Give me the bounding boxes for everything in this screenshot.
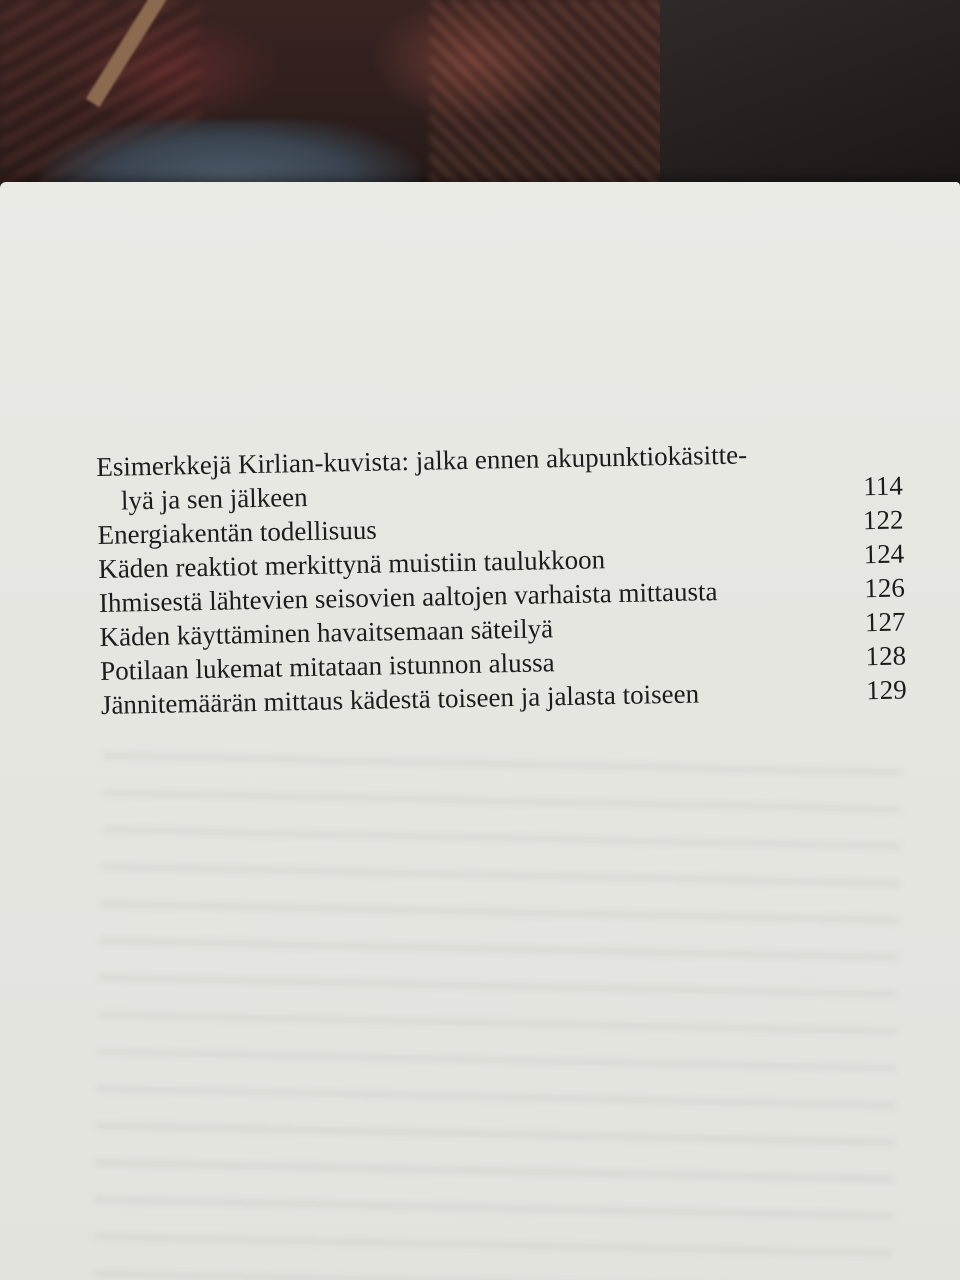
table-of-figures [96,435,907,722]
toc-entry-page: 126 [864,572,906,604]
toc-entry-title: Käden reaktiot merkittynä muistiin taulukkoon [97,544,606,584]
toc-entry-title: Energiakentän todellisuus [97,514,378,550]
book-page [0,182,960,1280]
toc-entry-page: 122 [862,504,904,536]
toc-entry-page: 114 [863,470,904,502]
toc-entry-title: Ihmisestä lähtevien seisovien aaltojen varhaista mittausta [98,576,718,618]
toc-entry-page: 128 [865,640,907,672]
toc-entry-page [842,461,902,462]
toc-entry-title: Jännitemäärän mittaus kädestä toiseen ja jalasta toiseen [100,678,700,720]
rug-pattern-center [430,0,690,200]
toc-entry-title: lyä ja sen jälkeen [120,481,308,516]
show-through-text [89,734,903,1280]
toc-entry-title: Esimerkkejä Kirlian-kuvista: jalka ennen akupunktiokäsitte- [96,439,748,482]
toc-entry-page: 129 [865,674,908,706]
toc-entry-title: Käden käyttäminen havaitsemaan säteilyä [99,613,554,652]
toc-entry-page: 127 [864,606,906,638]
toc-entry-title: Potilaan lukemat mitataan istunnon alussa [99,647,555,686]
toc-entry-page: 124 [863,538,905,570]
